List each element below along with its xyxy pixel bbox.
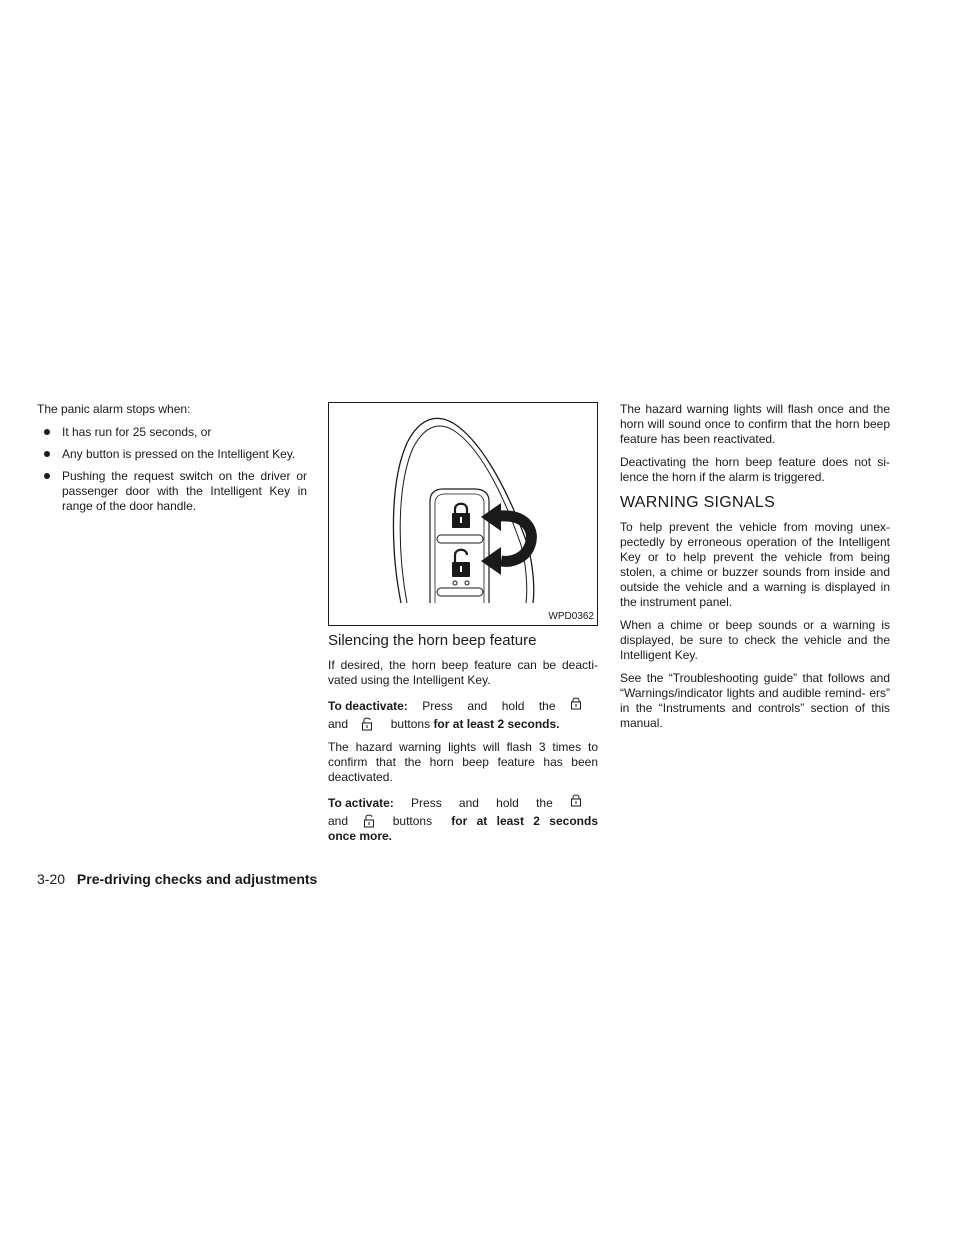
column-left — [37, 402, 307, 521]
subheading-silencing: Silencing the horn beep feature — [328, 632, 537, 649]
paragraph-see-troubleshooting: See the “Troubleshooting guide” that follows and “Warnings/indicator lights and audible remind- ers” in the “Instruments and controls” section of this manual. — [620, 671, 890, 730]
paragraph-check-vehicle: When a chime or beep sounds or a warning is displayed, be sure to check the vehicle and the Intelligent Key. — [620, 618, 890, 662]
paragraph-activate: To activate: Press and hold the and buttons for at least 2 seconds once more. — [328, 793, 598, 844]
page-number: 3-20 — [37, 871, 66, 887]
column-right — [620, 402, 890, 739]
bullet-icon — [44, 451, 50, 457]
page-footer — [37, 871, 317, 888]
figure-code: WPD0362 — [548, 611, 594, 622]
paragraph-warning-intro: To help prevent the vehicle from moving unex- pectedly by erroneous operation of the Intelligent Key or to help prevent the vehicle from being stolen, a chime or buzzer sounds from inside and outside the vehicle and a warning is displayed in the instrument panel. — [620, 520, 890, 609]
lock-icon — [452, 504, 470, 528]
deactivate-label: To deactivate: — [328, 699, 408, 713]
intelligent-key-figure — [328, 402, 598, 626]
list-item: Pushing the request switch on the driver or passenger door with the Intelligent Key in range of the door handle. — [37, 469, 307, 514]
column-middle — [328, 402, 598, 844]
intelligent-key-icon — [329, 403, 597, 625]
panic-alarm-list — [37, 425, 307, 514]
paragraph-deactivate: To deactivate: Press and hold the and buttons for at least 2 seconds. — [328, 696, 598, 732]
unlock-icon — [452, 550, 470, 577]
unlock-icon — [363, 814, 375, 828]
list-item: Any button is pressed on the Intelligent Key. — [37, 447, 307, 462]
lock-icon — [570, 696, 582, 710]
unlock-icon — [361, 717, 373, 731]
panic-alarm-intro: The panic alarm stops when: — [37, 402, 191, 416]
lock-icon — [570, 793, 582, 807]
paragraph-reactivated: The hazard warning lights will flash once and the horn will sound once to confirm that the horn beep feature has been reactivated. — [620, 402, 890, 446]
bullet-icon — [44, 429, 50, 435]
paragraph-deactivate-intro: If desired, the horn beep feature can be deacti- vated using the Intelligent Key. — [328, 658, 598, 687]
paragraph-deactivate-confirm: The hazard warning lights will flash 3 times to confirm that the horn beep feature has been deactivated. — [328, 740, 598, 784]
section-heading-warning-signals: WARNING SIGNALS — [620, 494, 776, 511]
paragraph-deactivating-note: Deactivating the horn beep feature does not si- lence the horn if the alarm is triggered. — [620, 455, 890, 484]
activate-label: To activate: — [328, 796, 394, 810]
bullet-icon — [44, 473, 50, 479]
list-item: It has run for 25 seconds, or — [37, 425, 307, 440]
section-title: Pre-driving checks and adjustments — [76, 871, 318, 887]
